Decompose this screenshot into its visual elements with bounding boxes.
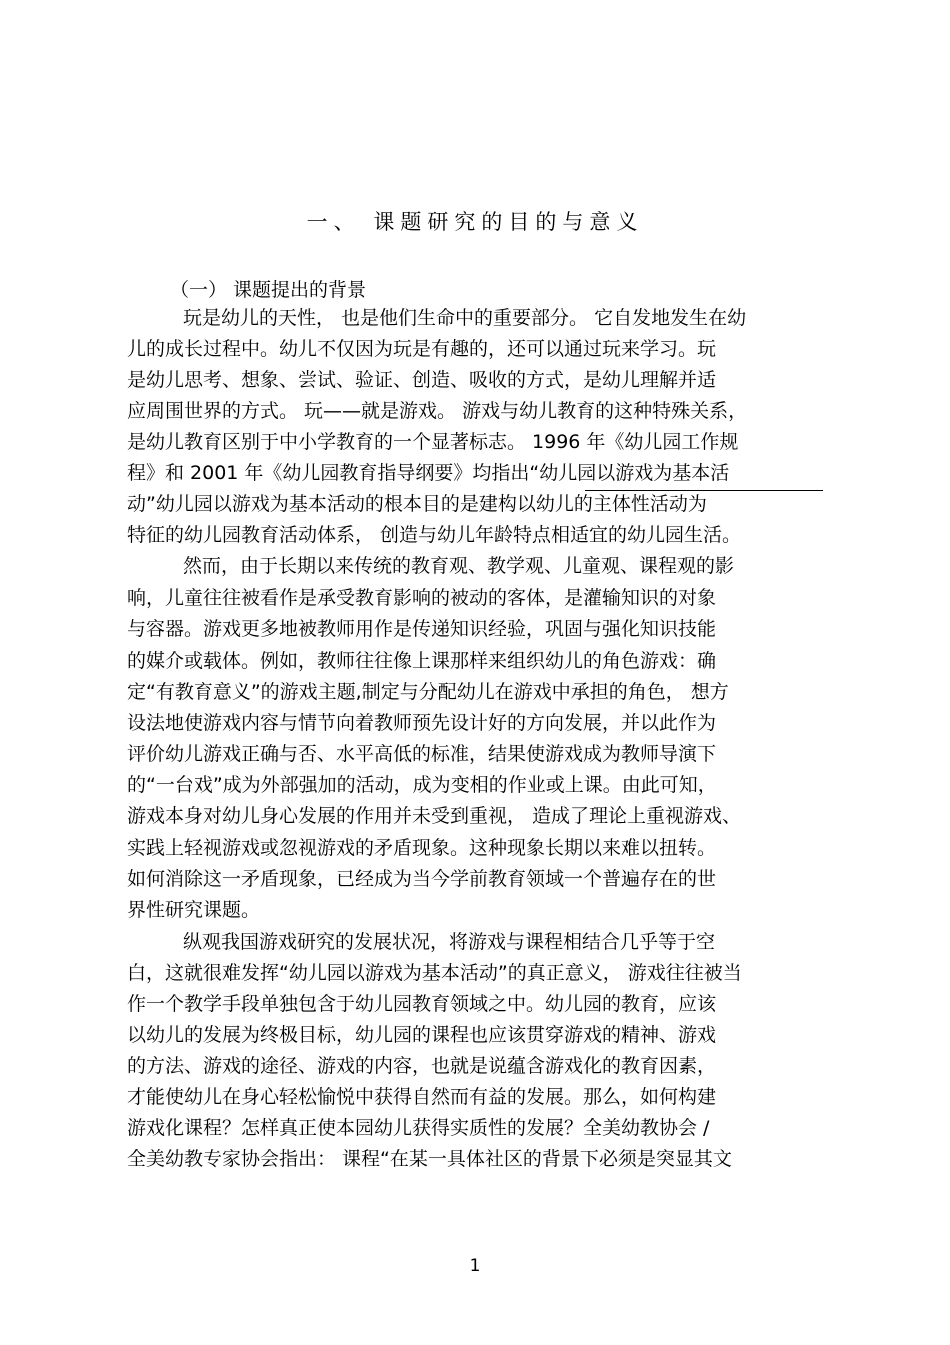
body-line: 以幼儿的发展为终极目标，幼儿园的课程也应该贯穿游戏的精神、游戏 bbox=[127, 1024, 717, 1046]
body-line: 的方法、游戏的途径、游戏的内容，也就是说蕴含游戏化的教育因素， bbox=[127, 1055, 717, 1077]
body-line: 游戏本身对幼儿身心发展的作用并未受到重视， 造成了理论上重视游戏、 bbox=[127, 805, 742, 827]
body-line: 是幼儿教育区别于中小学教育的一个显著标志。 1996 年《幼儿园工作规 bbox=[127, 431, 739, 453]
body-line: 的媒介或载体。例如，教师往往像上课那样来组织幼儿的角色游戏：确 bbox=[127, 650, 717, 672]
body-line: 响，儿童往往被看作是承受教育影响的被动的客体，是灌输知识的对象 bbox=[127, 587, 717, 609]
body-line: 才能使幼儿在身心轻松愉悦中获得自然而有益的发展。那么，如何构建 bbox=[127, 1086, 717, 1108]
body-line: 动”幼儿园以游戏为基本活动的根本目的是建构以幼儿的主体性活动为 bbox=[127, 493, 707, 515]
body-line: 纵观我国游戏研究的发展状况，将游戏与课程相结合几乎等于空 bbox=[183, 931, 716, 953]
body-line: 游戏化课程？怎样真正使本园幼儿获得实质性的发展？全美幼教协会 / bbox=[127, 1117, 710, 1139]
underline-rule bbox=[585, 490, 823, 491]
page-number: 1 bbox=[469, 1256, 481, 1276]
body-line: 的“一台戏”成为外部强加的活动，成为变相的作业或上课。由此可知， bbox=[127, 774, 717, 796]
body-line: 儿的成长过程中。幼儿不仅因为玩是有趣的，还可以通过玩来学习。玩 bbox=[127, 338, 717, 360]
body-line: 设法地使游戏内容与情节向着教师预先设计好的方向发展，并以此作为 bbox=[127, 712, 717, 734]
body-line: 如何消除这一矛盾现象，已经成为当今学前教育领域一个普遍存在的世 bbox=[127, 868, 717, 890]
body-line: 程》和 2001 年《幼儿园教育指导纲要》均指出“幼儿园以游戏为基本活 bbox=[127, 462, 730, 484]
body-line: 全美幼教专家协会指出： 课程“在某一具体社区的背景下必须是突显其文 bbox=[127, 1148, 732, 1170]
body-line: 界性研究课题。 bbox=[127, 899, 261, 921]
body-line: 定“有教育意义”的游戏主题,制定与分配幼儿在游戏中承担的角色， 想方 bbox=[127, 681, 729, 703]
body-line: 特征的幼儿园教育活动体系， 创造与幼儿年龄特点相适宜的幼儿园生活。 bbox=[127, 524, 742, 546]
body-line: 实践上轻视游戏或忽视游戏的矛盾现象。这种现象长期以来难以扭转。 bbox=[127, 837, 717, 859]
body-line: 然而，由于长期以来传统的教育观、教学观、儿童观、课程观的影 bbox=[183, 555, 735, 577]
body-line: 作一个教学手段单独包含于幼儿园教育领域之中。幼儿园的教育，应该 bbox=[127, 993, 717, 1015]
body-line: 玩是幼儿的天性， 也是他们生命中的重要部分。 它自发地发生在幼 bbox=[183, 307, 747, 329]
body-line: 应周围世界的方式。 玩——就是游戏。 游戏与幼儿教育的这种特殊关系， bbox=[127, 400, 748, 422]
section-heading: （一） 课题提出的背景 bbox=[170, 279, 367, 301]
body-line: 评价幼儿游戏正确与否、水平高低的标准，结果使游戏成为教师导演下 bbox=[127, 743, 717, 765]
body-line: 是幼儿思考、想象、尝试、验证、创造、吸收的方式，是幼儿理解并适 bbox=[127, 369, 717, 391]
document-title: 一、 课题研究的目的与意义 bbox=[306, 210, 644, 234]
body-line: 白，这就很难发挥“幼儿园以游戏为基本活动”的真正意义， 游戏往往被当 bbox=[127, 962, 742, 984]
body-line: 与容器。游戏更多地被教师用作是传递知识经验，巩固与强化知识技能 bbox=[127, 618, 717, 640]
